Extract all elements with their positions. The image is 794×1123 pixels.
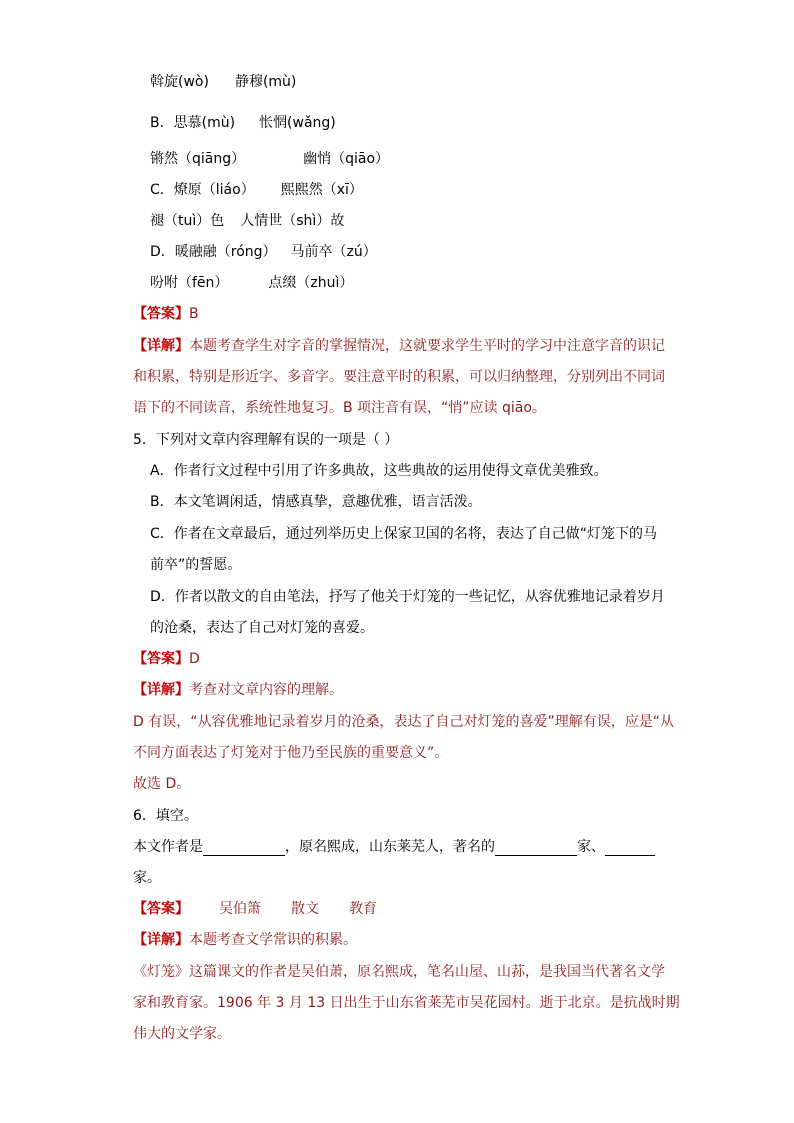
option-b-line1 <box>150 114 336 132</box>
answer-value: 吴伯箫 <box>219 901 261 917</box>
word: B．思慕(mù) <box>150 115 236 131</box>
fill-text: ，原名熙成，山东莱芜人，著名的 <box>285 839 495 855</box>
detail-text: 本题考查学生对字音的掌握情况，这就要求学生平时的学习中注意字音的识记 <box>189 338 665 354</box>
word: 静穆(mù) <box>234 74 297 90</box>
word: 马前卒（zú） <box>290 244 377 260</box>
word: 褪（tuì）色 <box>150 213 225 229</box>
detail-tag: 【详解】 <box>133 682 189 698</box>
option-b-line2 <box>150 150 389 168</box>
word: 锵然（qiāng） <box>150 151 246 167</box>
word: D．暖融融（róng） <box>150 244 277 260</box>
option-c-line1 <box>150 181 363 199</box>
q5-detail <box>133 681 343 699</box>
fill-text: 家、 <box>577 839 605 855</box>
option-c-line2 <box>150 212 344 230</box>
word: 吩咐（fēn） <box>150 275 229 291</box>
answer-tag: 【答案】 <box>133 901 189 917</box>
word: 怅惘(wǎng) <box>259 115 336 131</box>
q6-explanation-line2: 家和教育家。1906 年 3 月 13 日出生于山东省莱芜市吴花园村。逝于北京。是抗战时期 <box>133 995 680 1011</box>
answer-value: D <box>189 651 200 667</box>
q5-option-b: B．本文笔调闲适，情感真挚，意趣优雅，语言活泼。 <box>150 494 482 510</box>
q6-explanation-line1: 《灯笼》这篇课文的作者是吴伯萧，原名熙成，笔名山屋、山荪，是我国当代著名文学 <box>133 964 665 980</box>
q6-detail <box>133 931 357 949</box>
option-d-line1 <box>150 243 377 261</box>
q5-stem: 5．下列对文章内容理解有误的一项是（ ） <box>133 432 399 448</box>
word: 幽悄（qiāo） <box>303 151 390 167</box>
q4-detail-line2: 和积累，特别是形近字、多音字。要注意平时的积累，可以归纳整理，分别列出不同词 <box>133 369 665 385</box>
q5-option-d-line2: 的沧桑，表达了自己对灯笼的喜爱。 <box>150 620 374 636</box>
q5-explanation-line1: D 有误，“从容优雅地记录着岁月的沧桑，表达了自己对灯笼的喜爱”理解有误，应是“从 <box>133 714 674 730</box>
fill-blank[interactable] <box>203 841 285 856</box>
answer-tag: 【答案】 <box>133 306 189 322</box>
q5-answer <box>133 650 200 668</box>
detail-text: 考查对文章内容的理解。 <box>189 682 343 698</box>
word: 熙熙然（xī） <box>280 182 363 198</box>
fill-text: 本文作者是 <box>133 839 203 855</box>
option-a-words <box>150 73 296 91</box>
detail-tag: 【详解】 <box>133 338 189 354</box>
q5-option-a: A．作者行文过程中引用了许多典故，这些典故的运用使得文章优美雅致。 <box>150 463 608 479</box>
q4-answer <box>133 305 199 323</box>
fill-blank[interactable] <box>605 841 655 856</box>
answer-value: 教育 <box>349 901 377 917</box>
detail-tag: 【详解】 <box>133 932 189 948</box>
word: 人情世（shì）故 <box>240 213 345 229</box>
word: 斡旋(wò) <box>150 74 209 90</box>
q4-detail-line1 <box>133 337 665 355</box>
answer-value: 散文 <box>291 901 319 917</box>
q6-explanation-line3: 伟大的文学家。 <box>133 1026 231 1042</box>
q6-fill-line <box>133 838 655 856</box>
q5-option-d-line1: D．作者以散文的自由笔法，抒写了他关于灯笼的一些记忆，从容优雅地记录着岁月 <box>150 589 665 605</box>
detail-text: 本题考查文学常识的积累。 <box>189 932 357 948</box>
q6-answer <box>133 900 377 918</box>
word: 点缀（zhuì） <box>268 275 354 291</box>
option-d-line2 <box>150 274 353 292</box>
q5-option-c-line1: C．作者在文章最后，通过列举历史上保家卫国的名将，表达了自己做“灯笼下的马 <box>150 526 658 542</box>
q5-explanation-line2: 不同方面表达了灯笼对于他乃至民族的重要意义”。 <box>133 745 449 761</box>
q4-detail-line3: 语下的不同读音，系统性地复习。B 项注音有误，“悄”应读 qiāo。 <box>133 400 546 416</box>
q5-explanation-line3: 故选 D。 <box>133 776 191 792</box>
q6-stem: 6．填空。 <box>133 808 198 824</box>
q5-option-c-line2: 前卒”的誓愿。 <box>150 557 242 573</box>
fill-blank[interactable] <box>495 841 577 856</box>
answer-tag: 【答案】 <box>133 651 189 667</box>
word: C．燎原（liáo） <box>150 182 255 198</box>
answer-value: B <box>189 306 199 322</box>
q6-fill-line2: 家。 <box>133 870 161 886</box>
